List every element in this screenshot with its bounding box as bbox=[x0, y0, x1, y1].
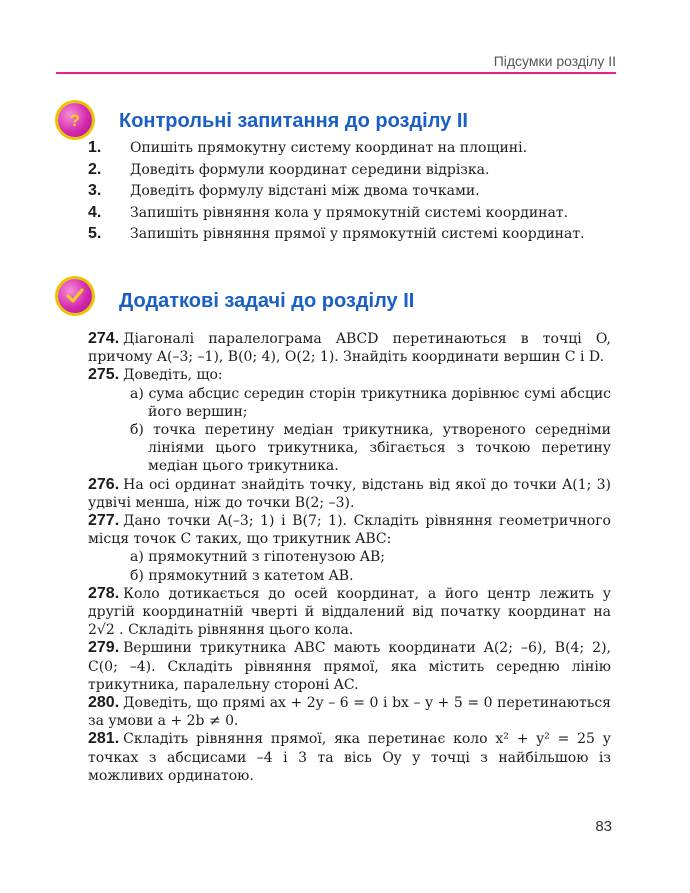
task-item: 278. Коло дотикається до осей координат, а його центр лежить у другій координатній чверті й віддалений від початку координат на 2√2 . Складіть рівняння цього кола. bbox=[88, 584, 611, 639]
task-item: 275. Доведіть, що: bbox=[88, 366, 223, 384]
sub-item: б) точка перетину медіан трикутника, утвореного середніми лініями цього трикутника, збігається з точкою перетину медіан цього трикутника. bbox=[130, 422, 611, 475]
section-title-tasks: Додаткові задачі до розділу II bbox=[119, 290, 415, 312]
list-item: 3. Доведіть формулу відстані між двома точками. bbox=[88, 182, 480, 199]
section-title-questions: Контрольні запитання до розділу II bbox=[119, 110, 468, 132]
list-item: 4. Запишіть рівняння кола у прямокутній системі координат. bbox=[88, 203, 569, 221]
task-item: 276. На осі ординат знайдіть точку, відстань від якої до точки A(1; 3) удвічі менша, ніж до точки B(2; –3). bbox=[88, 475, 611, 511]
list-item: 2. Доведіть формули координат середини відрізка. bbox=[88, 160, 490, 178]
sub-item: а) сума абсцис середин сторін трикутника дорівнює сумі абсцис його вершин; bbox=[130, 385, 611, 420]
sub-item: а) прямокутний з гіпотенузою AB; bbox=[130, 549, 385, 566]
task-item: 274. Діагоналі паралелограма ABCD перетинаються в точці O, причому A(–3; –1), B(0; 4), O(2; 1). Знайдіть координати вершин C і D. bbox=[88, 330, 611, 366]
sub-item: б) прямокутний з катетом AB. bbox=[130, 567, 354, 584]
running-header: Підсумки розділу II bbox=[493, 53, 616, 69]
questions-list bbox=[88, 139, 628, 247]
task-item: 281. Складіть рівняння прямої, яка перетинає коло x² + y² = 25 у точках з абсцисами –4 і 3 та вісь Oy у точці з найбільшою із можливих ординатою. bbox=[88, 730, 611, 784]
page-number: 83 bbox=[595, 818, 612, 835]
list-item: 1. Опишіть прямокутну систему координат на площині. bbox=[88, 139, 528, 156]
task-item: 277. Дано точки A(–3; 1) і B(7; 1). Складіть рівняння геометричного місця точок C таких, що трикутник ABC: bbox=[88, 512, 611, 548]
question-icon bbox=[58, 103, 92, 137]
task-item: 279. Вершини трикутника ABC мають координати A(2; –6), B(4; 2), C(0; –4). Складіть рівняння прямої, яка містить середню лінію трикутника, паралельну стороні AC. bbox=[88, 639, 611, 693]
check-icon bbox=[58, 279, 92, 313]
tasks-list bbox=[88, 330, 611, 785]
header-rule bbox=[56, 72, 616, 74]
task-item: 280. Доведіть, що прямі ax + 2y – 6 = 0 і bx – y + 5 = 0 перетинаються за умови a + 2b ≠ 0. bbox=[88, 694, 611, 730]
list-item: 5. Запишіть рівняння прямої у прямокутній системі координат. bbox=[88, 225, 585, 242]
svg-text:?: ? bbox=[69, 111, 81, 130]
